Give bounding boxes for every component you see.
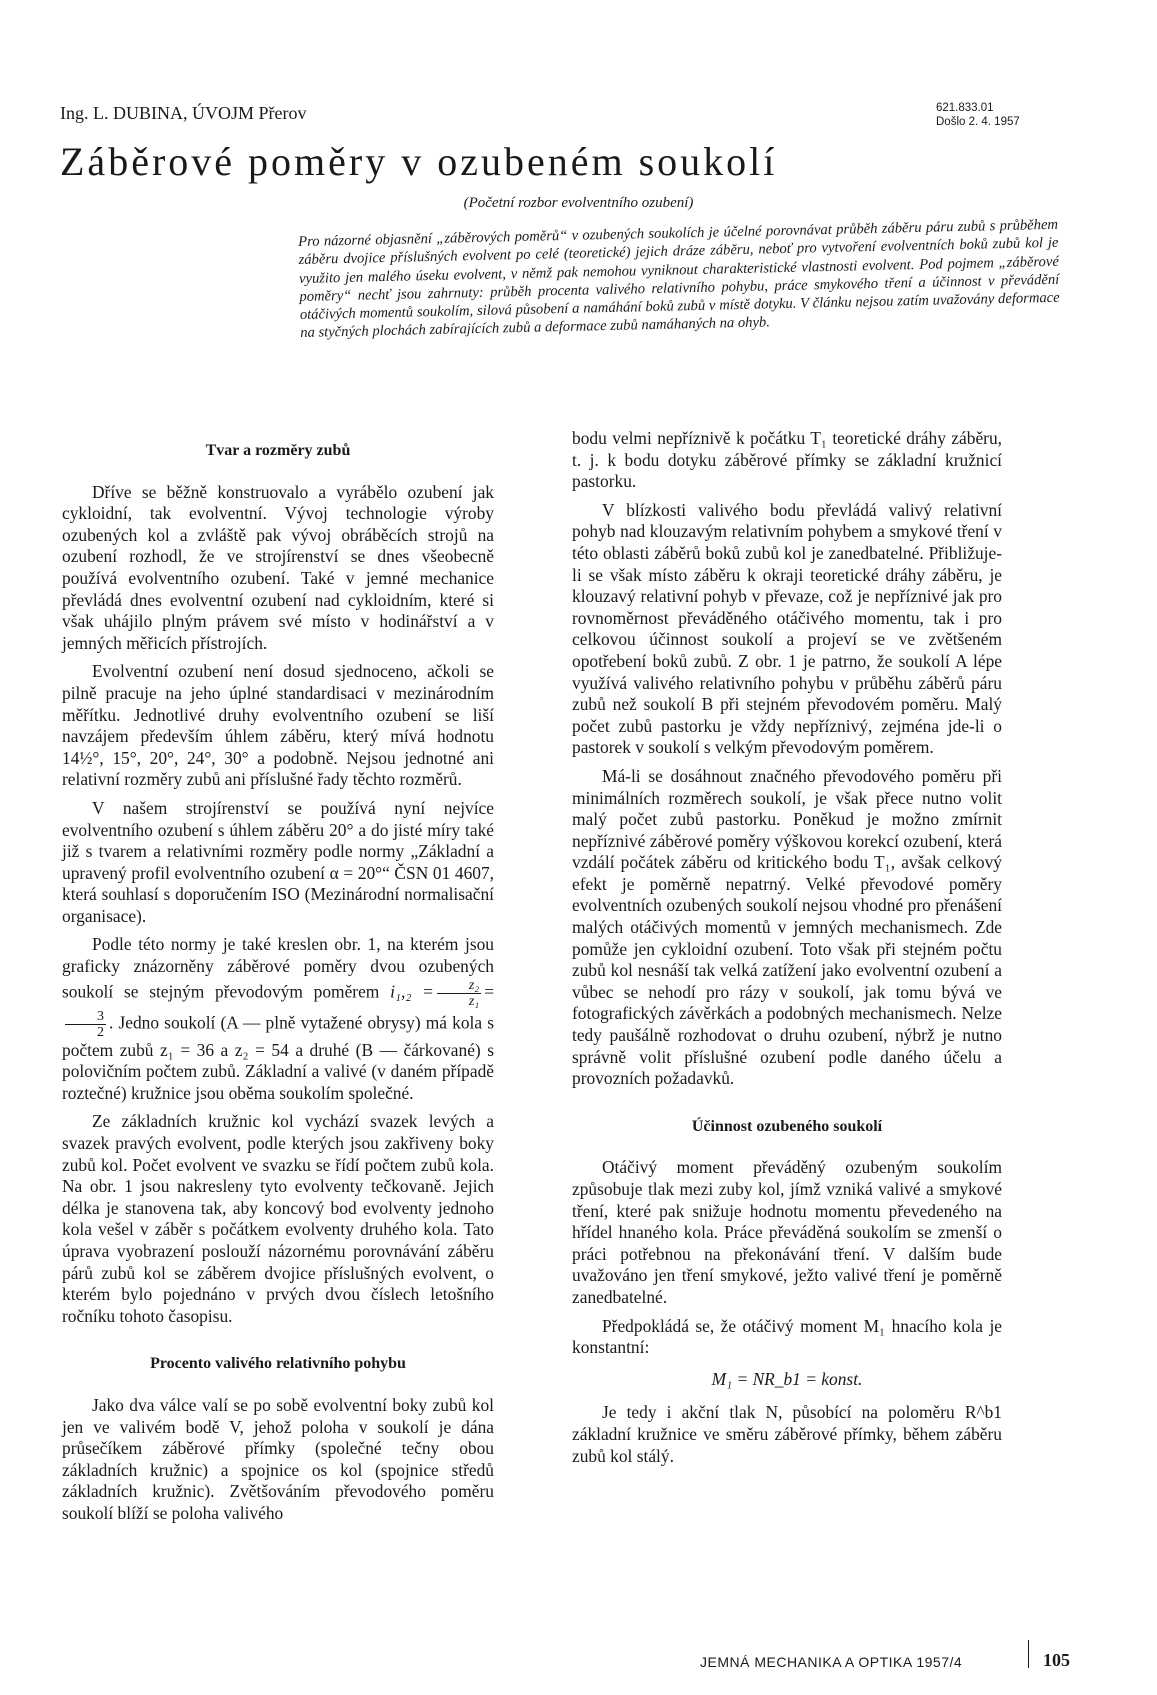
paragraph-text: . Jedno soukolí (A — plně vytažené obrysy) má kola s počtem zubů z₁ = 36 a z₂ = 54 a druhé (B — čárkované) s polovičním počtem zubů. Základní a valivé (v daném případě roztečné) kružnice jsou oběma soukolím společné. — [62, 1012, 494, 1103]
author-line: Ing. L. DUBINA, ÚVOJM Přerov — [60, 103, 307, 123]
paragraph-text: Podle této normy je také kreslen obr. 1, na kterém jsou graficky znázorněny záběrové poměry dvou ozubených soukolí se stejným převodovým poměrem — [62, 934, 494, 1002]
paragraph: Evolventní ozubení není dosud sjednoceno, ačkoli se pilně pracuje na jeho úplné standardisaci v mezinárodním měřítku. Jednotlivé druhy evolventního ozubení se liší navzájem především úhlem záběru, který mívá hodnotu 14½°, 15°, 20°, 24°, 30° a podobně. Nejsou jednotné ani relativní rozměry zubů ani příslušné řady těchto rozměrů. — [62, 661, 494, 790]
formula-moment: M₁ = NR_b1 = konst. — [711, 1368, 863, 1389]
classification-block — [936, 101, 1020, 129]
fraction-number — [65, 1009, 106, 1040]
section-heading-ucinnost: Účinnost ozubeného soukolí — [691, 1117, 883, 1135]
article-title: Záběrové poměry v ozubeném soukolí — [60, 139, 778, 184]
paragraph: Ze základních kružnic kol vychází svazek levých a svazek pravých evolvent, podle kterých jsou zakřiveny boky zubů kol. Počet evolvent ve svazku se řídí počtem zubů kola. Na obr. 1 jsou nakresleny tyto evolventy tečkovaně. Jejich délka je stanovena tak, aby koncový bod evolventy jednoho kola vešel v záběr s počátkem evolventy druhého kola. Tato úprava vyobrazení poslouží názornému porovnávání záběru párů zubů kol se záběrem dvojice příslušných evolvent, o kterém bylo pojednáno v prvých dvou číslech letošního ročníku tohoto časopisu. — [62, 1111, 494, 1326]
fraction-numerator: z₂ — [437, 978, 481, 994]
fraction-denominator: 2 — [97, 1024, 104, 1040]
section-heading-procento: Procento valivého relativního pohybu — [150, 1355, 406, 1373]
paragraph: Jako dva válce valí se po sobě evolventní boky zubů kol jen ve valivém bodě V, jehož poloha v soukolí je dána průsečíkem záběrové přímky (společné tečny obou základních kružnic) a spojnice os kol (spojnice středů základních kružnic). Zvětšováním převodového poměru soukolí blíží se poloha valivého — [62, 1394, 494, 1523]
article-abstract: Pro názorné objasnění „záběrových poměrů“ v ozubených soukolích je účelné porovnávat průběh záběru páru zubů s průběhem záběru dvojice příslušných evolvent po celé (teoretické) jejich dráze záběru, neboť pro vytvoření evolventních boků zubů kol je využito jen malého úseku evolvent, v němž pak nemohou vyniknout charakteristické vlastnosti evolvent. Pod pojmem „záběrové poměry“ nechť jsou zahrnuty: průběh procenta valivého relativního pohybu, práce smykového tření a účinnost v převádění otáčivých momentů soukolím, silová působení a namáhání boků zubů v místě dotyku. V článku nejsou zatím uvažovány deformace na styčných plochách zabírajících zubů a deformace zubů namáhaných na ohyb. — [298, 216, 1060, 342]
paragraph: Je tedy i akční tlak N, působící na poloměru R^b1 základní kružnice ve směru záběrové přímky, během záběru zubů kol stálý. — [572, 1402, 1002, 1466]
article-subtitle: (Početní rozbor evolventního ozubení) — [463, 195, 694, 211]
fraction-denominator: z₁ — [468, 993, 480, 1009]
paragraph: V našem strojírenství se používá nyní nejvíce evolventního ozubení s úhlem záběru 20° a do jisté míry také již s tvarem a relativními rozměry podle normy „Základní a upravený profil evolventního ozubení α = 20°“ ČSN 01 4607, která souhlasí s doporučením ISO (Mezinárodní normalisační organisace). — [62, 797, 494, 926]
paragraph: bodu velmi nepříznivě k počátku T₁ teoretické dráhy záběru, t. j. k bodu dotyku záběrové přímky se základní kružnicí pastorku. — [572, 428, 1002, 492]
received-date: Došlo 2. 4. 1957 — [936, 116, 1020, 128]
fraction-numerator: 3 — [65, 1009, 106, 1025]
paragraph: Má-li se dosáhnout značného převodového poměru při minimálních rozměrech soukolí, je však přece nutno volit malý počet zubů pastorku. Poněkud je možno zmírnit nepříznivé záběrové poměry výškovou korekcí ozubení, která vzdálí počátek záběru od kritického bodu T₁, avšak celkový efekt je poměrně nepatrný. Velké převodové poměry evolventních ozubených soukolí nejsou vhodné pro přenášení malých otáčivých momentů v jemných mechanismech. Zde pomůže jen cykloidní ozubení. Toto však při stejném počtu zubů kol nesnáší tak velká zatížení jako evolventní ozubení a vůbec se nehodí pro rázy v soukolí, jak tomu bývá ve fotografických závěrkách a podobných mechanismech. Nelze tedy paušálně rozhodovat o druhu ozubení, nýbrž je nutno správně volit příslušné ozubení podle daného účelu a provozních požadavků. — [572, 765, 1002, 1089]
journal-footer: JEMNÁ MECHANIKA A OPTIKA 1957/4 — [700, 1654, 963, 1670]
left-column — [62, 442, 494, 1532]
paragraph: Dříve se běžně konstruovalo a vyrábělo ozubení jak cykloidní, tak evolventní. Vývoj technologie výroby ozubených kol a zvláště pak vývoj obráběcích strojů na ozubení rozhodl, že ve strojírenství se dnes všeobecně používá evolventního ozubení. Také v jemné mechanice převládá dnes evolventní ozubení nad cykloidním, které si však uhájilo plným právem své místo v hodinářství a v jemných měřicích přístrojích. — [62, 481, 494, 653]
paragraph: V blízkosti valivého bodu převládá valivý relativní pohyb nad klouzavým relativním pohybem a smykové tření v této oblasti záběrů boků zubů kol je zanedbatelné. Přibližuje-li se však místo záběru k okraji teoretické dráhy záběru, je klouzavý relativní pohyb v převaze, což je nepříznivé jak pro rovnoměrnost převáděného otáčivého momentu, tak i pro celkovou účinnost soukolí a projeví se ve zvětšeném opotřebení boků zubů. Z obr. 1 je patrno, že soukolí A lépe využívá valivého relativního pohybu v průběhu záběrů páru zubů než soukolí B při stejném převodovém poměru. Malý počet zubů pastorku je vždy nepříznivý, zejména jde-li o pastorek v soukolí s velkým převodovým poměrem. — [572, 499, 1002, 758]
paragraph-ratio: Podle této normy je také kreslen obr. 1, na kterém jsou graficky znázorněny záběrové poměry dvou ozubených soukolí se stejným převodovým poměrem i₁,₂ = $\frac{\text{z₂}}{\text{z₁}}$ = $\frac{3}{2}$ . Jedno soukolí (A — plně vytažené obrysy) má kola s počtem zubů z₁ = 36 a z₂ = 54 a druhé (B — čárkované) s polovičním počtem zubů. Základní a valivé (v daném případě roztečné) kružnice jsou oběma soukolím společné. — [62, 934, 494, 1103]
section-heading-tvar: Tvar a rozměry zubů — [205, 442, 351, 459]
paragraph: Otáčivý moment převáděný ozubeným soukolím způsobuje tlak mezi zuby kol, jímž vzniká valivé a smykové tření, které pak snižuje hodnotu momentu převedeného na hřídel hnaného kola. Práce převáděná soukolím se zmenší o práci potřebnou na překonávání tření. V dalším bude uvažováno jen tření smykové, ježto valivé tření je poměrně zanedbatelné. — [572, 1157, 1002, 1307]
ratio-lhs: i₁,₂ = — [390, 981, 434, 1002]
right-column — [572, 428, 1002, 1474]
page-number: 105 — [1043, 1650, 1070, 1670]
classification-code: 621.833.01 — [936, 102, 994, 114]
fraction-z — [437, 978, 481, 1009]
footer-divider — [1028, 1640, 1029, 1668]
paragraph: Předpokládá se, že otáčivý moment M₁ hnacího kola je konstantní: — [572, 1315, 1002, 1358]
